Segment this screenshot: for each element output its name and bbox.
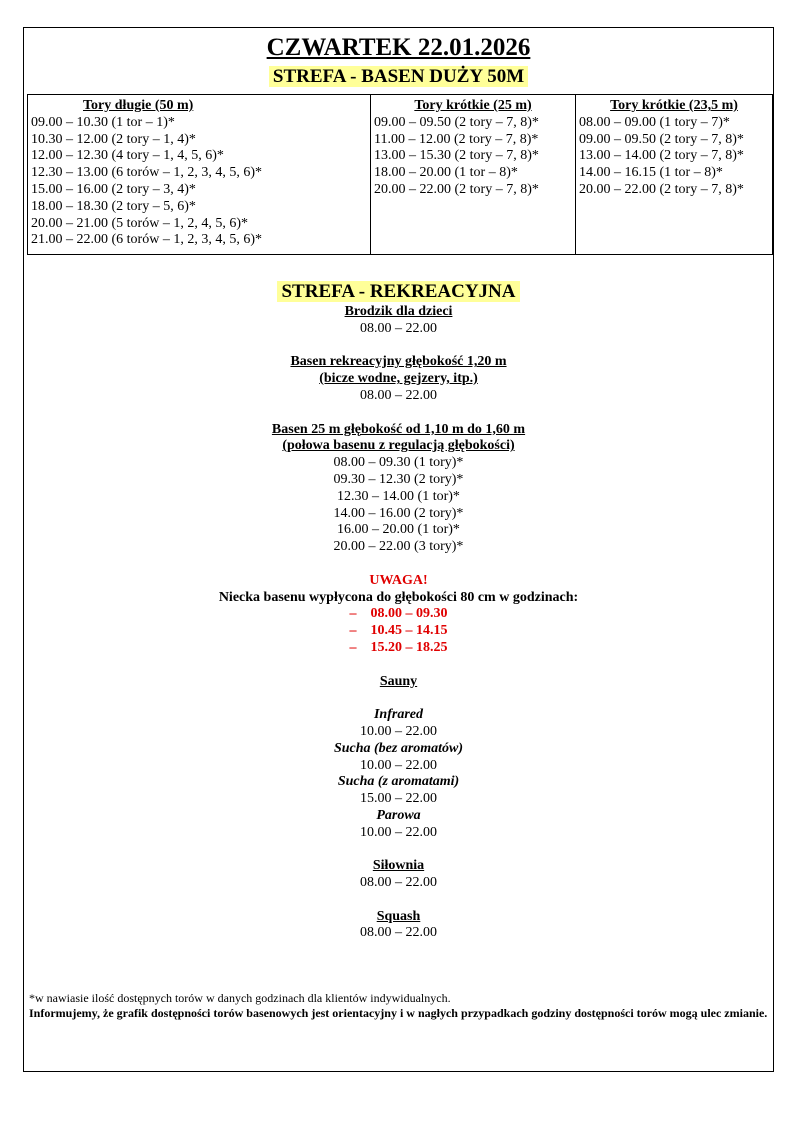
uwaga-text: Niecka basenu wypłycona do głębokości 80 cm w godzinach:	[218, 589, 579, 605]
basen-rek-hours: 08.00 – 22.00	[360, 387, 437, 403]
list-item: 20.00 – 22.00 (2 tory – 7, 8)*	[579, 181, 744, 197]
sauna-name: Parowa	[376, 807, 421, 823]
section-title-basen	[24, 65, 773, 89]
sauna-name: Sucha (z aromatami)	[337, 774, 460, 790]
uwaga-item	[24, 606, 773, 623]
col-header-short-25: Tory krótkie (25 m)	[414, 98, 532, 113]
list-item: 21.00 – 22.00 (6 torów – 1, 2, 3, 4, 5, 6)*	[31, 232, 262, 248]
list-item: 13.00 – 15.30 (2 tory – 7, 8)*	[374, 148, 539, 164]
uwaga-hours: 15.20 – 18.25	[370, 639, 448, 655]
recreation-section	[24, 280, 773, 942]
list-item: 08.00 – 09.00 (1 tory – 7)*	[579, 114, 730, 130]
dash-glyph: –	[349, 606, 357, 622]
section-title-rekreacyjna	[24, 280, 773, 304]
uwaga-hours: 08.00 – 09.30	[370, 606, 448, 622]
sauna-hours: 10.00 – 22.00	[360, 723, 437, 739]
list-item: 09.00 – 09.50 (2 tory – 7, 8)*	[579, 131, 744, 147]
list-item: 18.00 – 18.30 (2 tory – 5, 6)*	[31, 198, 196, 214]
list-item: 16.00 – 20.00 (1 tor)*	[337, 522, 460, 538]
sauny-label: Sauny	[379, 673, 418, 689]
list-item: 20.00 – 22.00 (2 tory – 7, 8)*	[374, 181, 539, 197]
list-item: 18.00 – 20.00 (1 tor – 8)*	[374, 165, 518, 181]
uwaga-hours: 10.45 – 14.15	[370, 623, 448, 639]
list-item: 14.00 – 16.15 (1 tor – 8)*	[579, 165, 723, 181]
brodzik-hours: 08.00 – 22.00	[360, 320, 437, 336]
footer	[29, 991, 769, 1021]
footer-note: *w nawiasie ilość dostępnych torów w danych godzinach dla klientów indywidualnych.	[29, 991, 451, 1005]
lanes-col-long	[28, 95, 371, 255]
table-row	[28, 95, 773, 255]
list-item: 09.30 – 12.30 (2 tory)*	[333, 471, 464, 487]
list-item: 12.30 – 14.00 (1 tor)*	[337, 488, 460, 504]
uwaga-item	[24, 640, 773, 657]
lanes-col-short-23	[576, 95, 773, 255]
list-item: 09.00 – 09.50 (2 tory – 7, 8)*	[374, 114, 539, 130]
footer-info: Informujemy, że grafik dostępności torów basenowych jest orientacyjny i w nagłych przypadkach godziny dostępności torów mogą ulec zmianie.	[29, 1006, 768, 1020]
sauna-hours: 10.00 – 22.00	[360, 824, 437, 840]
uwaga-item	[24, 623, 773, 640]
uwaga-label: UWAGA!	[369, 572, 428, 588]
col-header-long: Tory długie (50 m)	[83, 98, 194, 113]
lanes-table	[27, 94, 773, 255]
list-item: 12.30 – 13.00 (6 torów – 1, 2, 3, 4, 5, 6)*	[31, 165, 262, 181]
basen-rek-note: (bicze wodne, gejzery, itp.)	[319, 371, 478, 387]
brodzik-name: Brodzik dla dzieci	[344, 304, 453, 319]
list-item: 10.30 – 12.00 (2 tory – 1, 4)*	[31, 131, 196, 147]
sauna-name: Sucha (bez aromatów)	[333, 740, 464, 756]
list-item: 15.00 – 16.00 (2 tory – 3, 4)*	[31, 181, 196, 197]
sauna-hours: 10.00 – 22.00	[360, 757, 437, 773]
section-title-basen-text: STREFA - BASEN DUŻY 50M	[269, 66, 528, 87]
list-item: 12.00 – 12.30 (4 tory – 1, 4, 5, 6)*	[31, 148, 224, 164]
basen-rek-name: Basen rekreacyjny głębokość 1,20 m	[290, 354, 507, 370]
list-item: 09.00 – 10.30 (1 tor – 1)*	[31, 114, 175, 130]
list-item: 14.00 – 16.00 (2 tory)*	[333, 505, 464, 521]
sauna-hours: 15.00 – 22.00	[360, 791, 437, 807]
squash-label: Squash	[376, 908, 421, 924]
squash-hours: 08.00 – 22.00	[360, 925, 437, 941]
list-item: 13.00 – 14.00 (2 tory – 7, 8)*	[579, 148, 744, 164]
silownia-label: Siłownia	[372, 858, 425, 874]
list-item: 11.00 – 12.00 (2 tory – 7, 8)*	[374, 131, 539, 147]
dash-glyph: –	[349, 639, 357, 655]
basen25-name: Basen 25 m głębokość od 1,10 m do 1,60 m	[271, 421, 526, 437]
page-title: CZWARTEK 22.01.2026	[266, 34, 531, 61]
basen25-note: (połowa basenu z regulacją głębokości)	[282, 438, 515, 454]
list-item: 20.00 – 21.00 (5 torów – 1, 2, 4, 5, 6)*	[31, 215, 248, 231]
list-item: 08.00 – 09.30 (1 tory)*	[333, 455, 464, 471]
schedule-frame	[23, 27, 774, 1072]
dash-glyph: –	[349, 623, 357, 639]
sauna-name: Infrared	[373, 707, 423, 723]
col-header-short-23: Tory krótkie (23,5 m)	[610, 98, 738, 113]
section-title-rekreacyjna-text: STREFA - REKREACYJNA	[277, 281, 519, 302]
lanes-col-short-25	[371, 95, 576, 255]
list-item: 20.00 – 22.00 (3 tory)*	[333, 539, 464, 555]
silownia-hours: 08.00 – 22.00	[360, 875, 437, 891]
